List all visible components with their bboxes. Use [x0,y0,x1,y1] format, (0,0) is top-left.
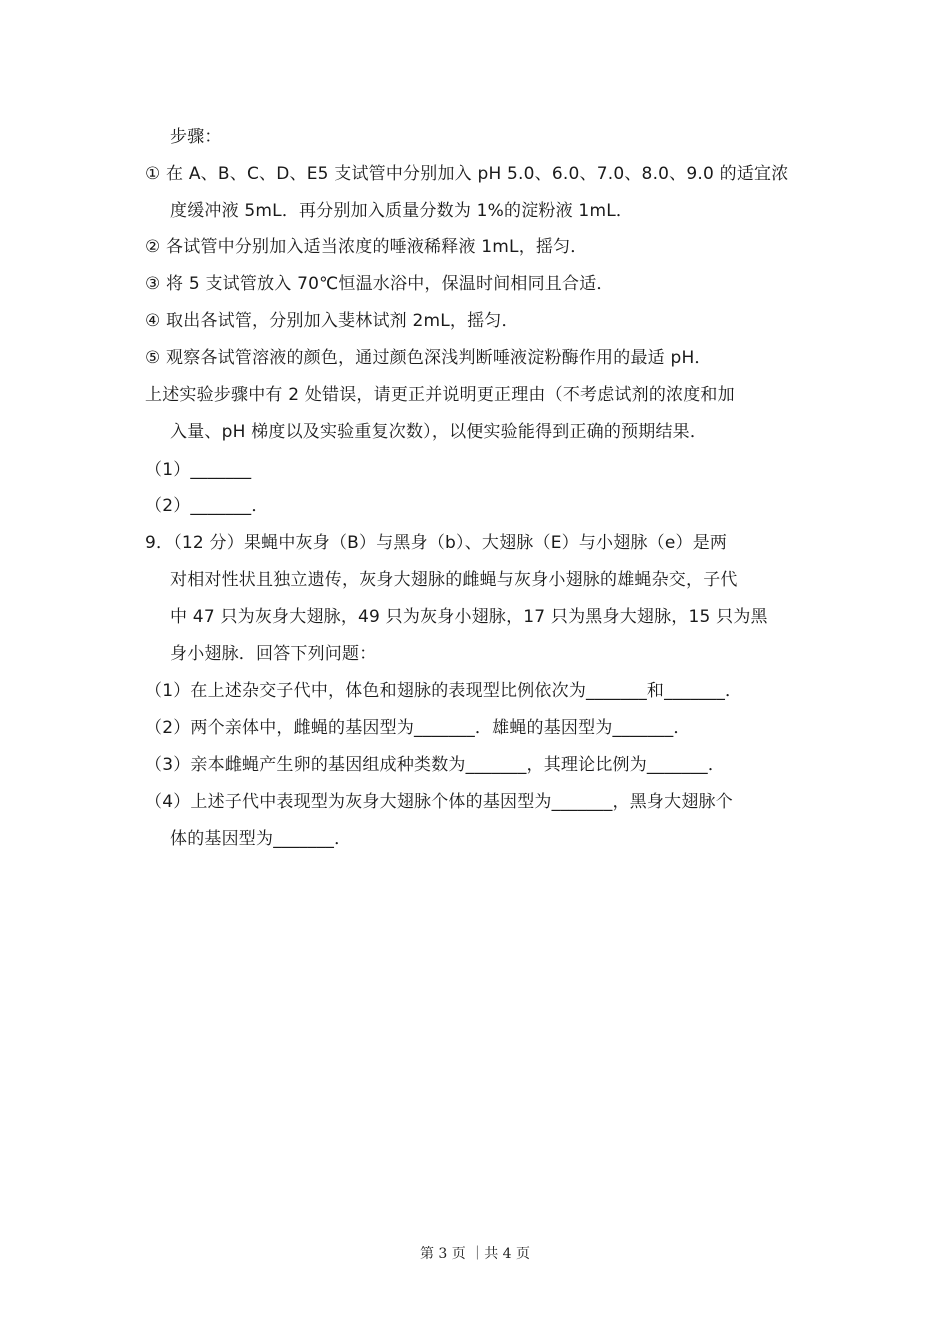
question-9-sub-4-line-2: 体的基因型为_______． [170,829,352,849]
answer-blank-1: （1）_______ [145,460,252,480]
answer-blank-2: （2）_______． [145,496,269,516]
question-9-sub-3: （3）亲本雌蝇产生卵的基因组成种类数为_______，其理论比例为_______． [145,755,726,775]
question-9-sub-1: （1）在上述杂交子代中，体色和翅脉的表现型比例依次为_______和_______． [145,681,743,701]
step-5: ⑤ 观察各试管溶液的颜色，通过颜色深浅判断唾液淀粉酶作用的最适 pH． [145,348,712,368]
step-4: ④ 取出各试管，分别加入斐林试剂 2mL，摇匀． [145,311,519,331]
step-1-line-1: ① 在 A、B、C、D、E5 支试管中分别加入 pH 5.0、6.0、7.0、8.0、9.0 的适宜浓 [145,164,789,184]
step-3: ③ 将 5 支试管放入 70℃恒温水浴中，保温时间相同且合适． [145,274,614,294]
question-9-sub-2: （2）两个亲体中，雌蝇的基因型为_______．雄蝇的基因型为_______． [145,718,691,738]
step-2: ② 各试管中分别加入适当浓度的唾液稀释液 1mL，摇匀． [145,237,588,257]
question-9-sub-4-line-1: （4）上述子代中表现型为灰身大翅脉个体的基因型为_______，黑身大翅脉个 [145,792,733,812]
steps-heading: 步骤： [170,127,222,147]
errors-instruction-line-2: 入量、pH 梯度以及实验重复次数），以便实验能得到正确的预期结果． [170,422,708,442]
step-1-line-2: 度缓冲液 5mL．再分别加入质量分数为 1%的淀粉液 1mL． [170,201,634,221]
question-9-line-4: 身小翅脉．回答下列问题： [170,644,377,664]
errors-instruction-line-1: 上述实验步骤中有 2 处错误，请更正并说明更正理由（不考虑试剂的浓度和加 [145,385,735,405]
question-9-line-3: 中 47 只为灰身大翅脉，49 只为灰身小翅脉，17 只为黑身大翅脉，15 只为黑 [170,607,768,627]
question-9-line-1: 9．（12 分）果蝇中灰身（B）与黑身（b）、大翅脉（E）与小翅脉（e）是两 [145,533,728,553]
question-9-line-2: 对相对性状且独立遗传，灰身大翅脉的雌蝇与灰身小翅脉的雄蝇杂交，子代 [170,570,738,590]
page-footer: 第 3 页 ｜共 4 页 [419,1246,531,1262]
